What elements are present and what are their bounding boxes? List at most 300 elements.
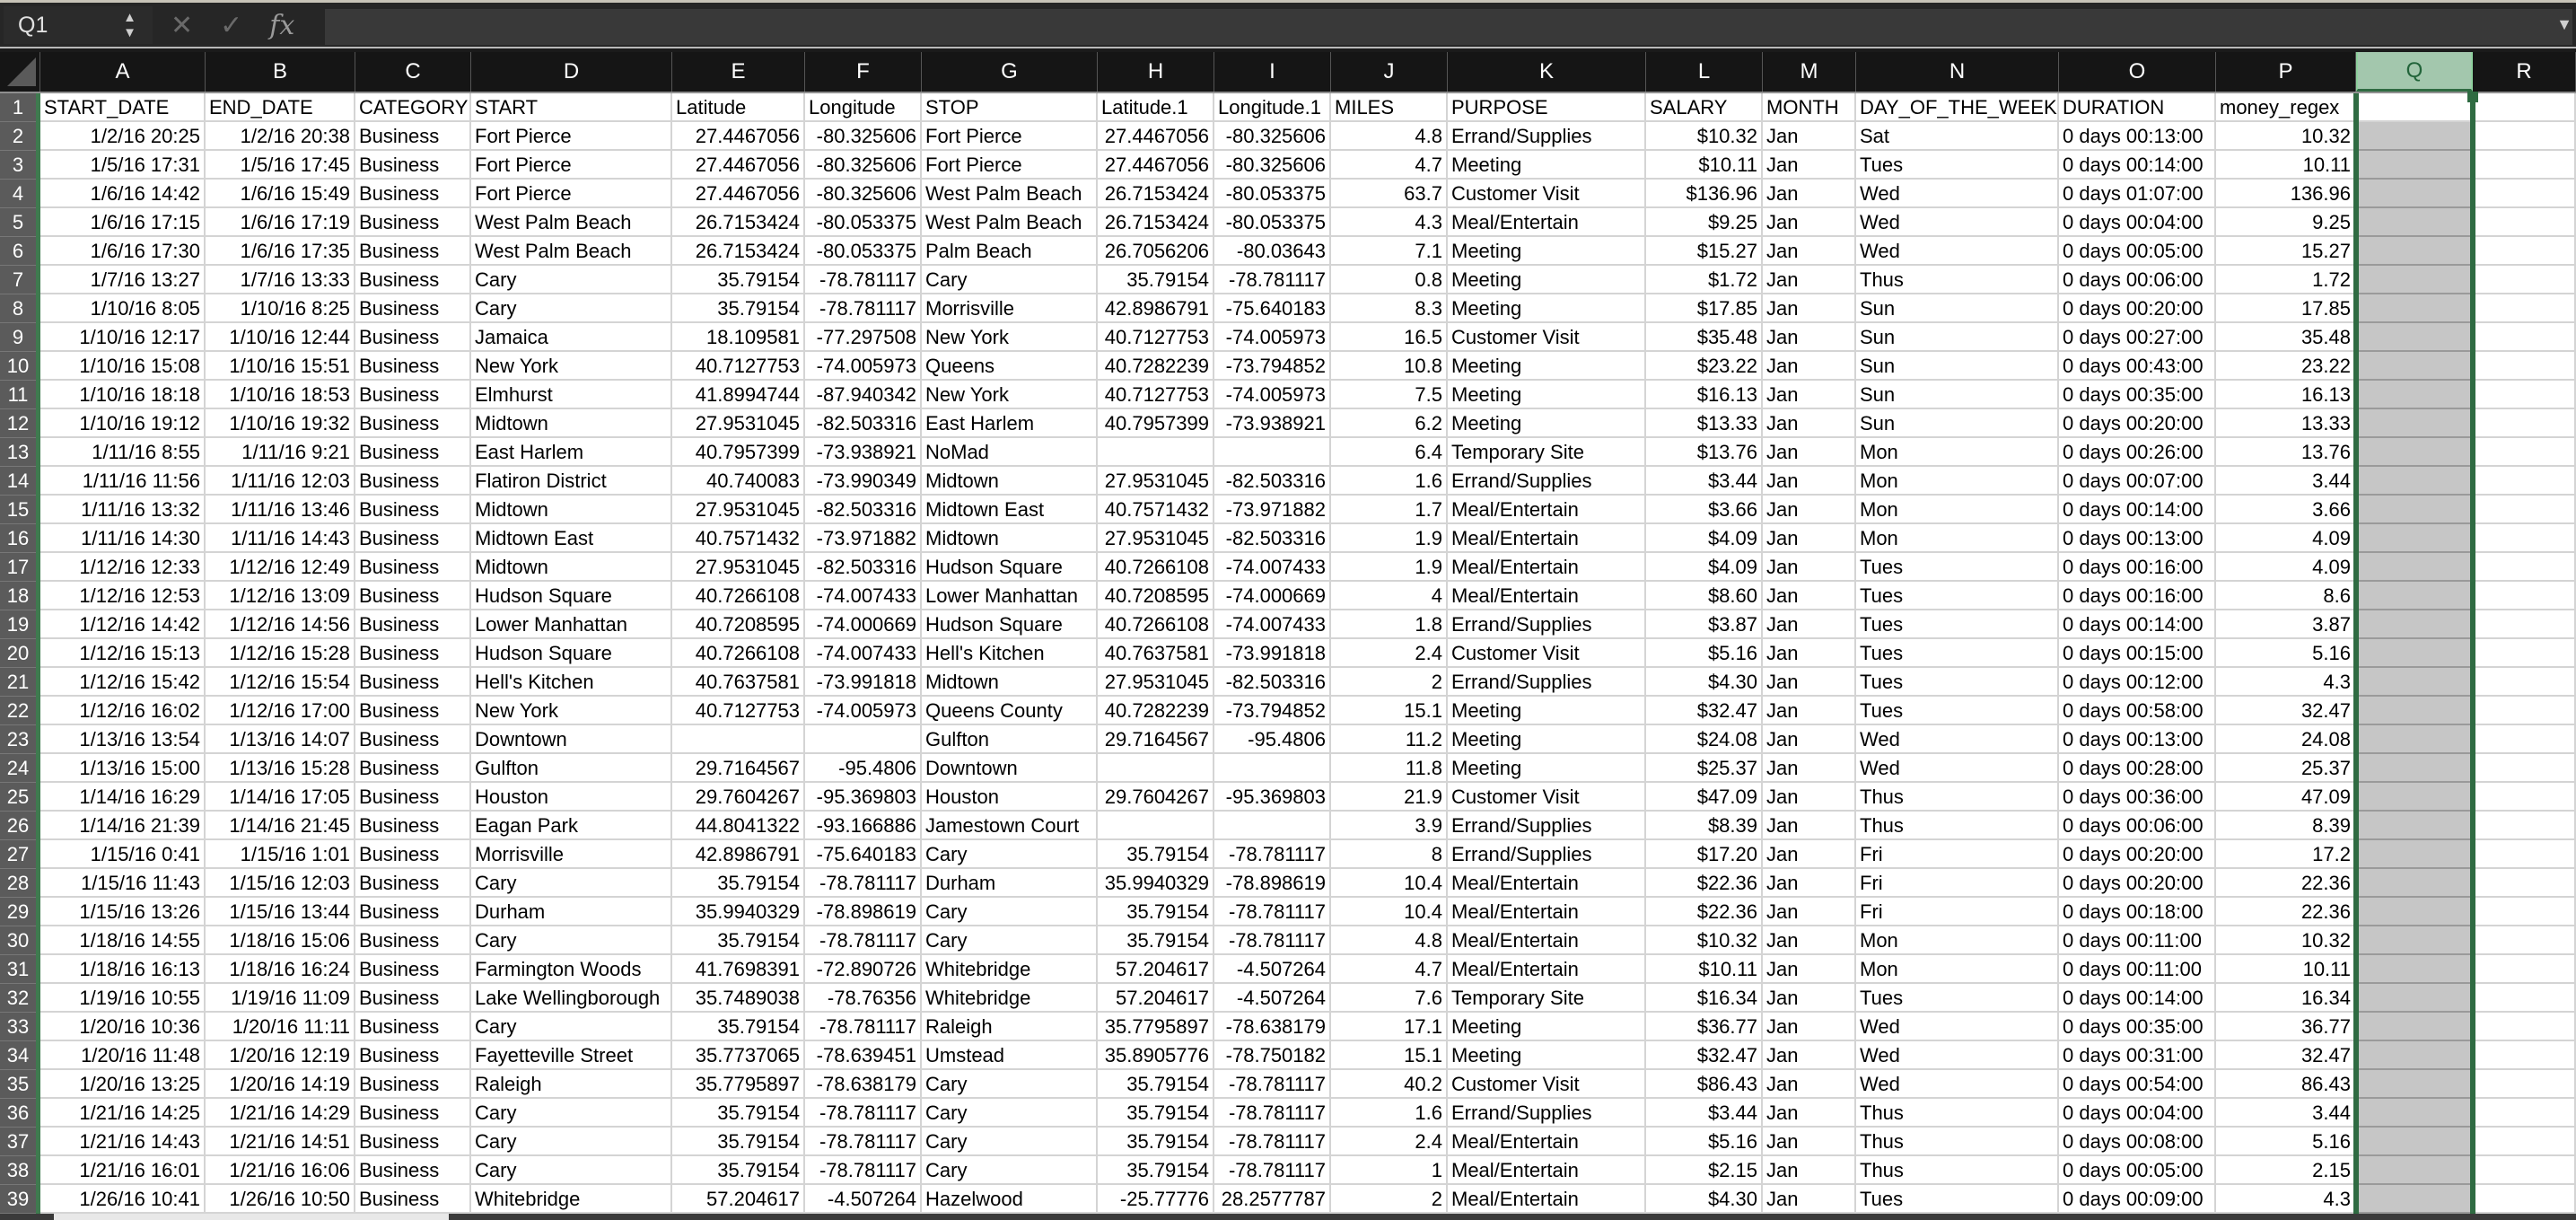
cell[interactable]: 9.25 xyxy=(2216,208,2356,237)
cell[interactable]: 35.79154 xyxy=(1098,1156,1214,1185)
cell[interactable]: 0 days 00:58:00 xyxy=(2059,697,2216,725)
cell[interactable]: Jan xyxy=(1763,783,1856,812)
cell[interactable]: Midtown East xyxy=(471,524,672,553)
cell[interactable]: 41.7698391 xyxy=(672,955,805,984)
cell[interactable]: Fort Pierce xyxy=(471,180,672,208)
cell[interactable]: Cary xyxy=(471,1099,672,1128)
cell[interactable]: 0 days 00:31:00 xyxy=(2059,1041,2216,1070)
cell[interactable]: Fayetteville Street xyxy=(471,1041,672,1070)
cell[interactable]: Fort Pierce xyxy=(471,151,672,180)
cell[interactable]: 1.9 xyxy=(1331,524,1448,553)
insert-function-icon[interactable]: fx xyxy=(269,9,295,41)
cell[interactable]: $25.37 xyxy=(1646,754,1763,783)
cell[interactable]: 40.7637581 xyxy=(672,668,805,697)
cell[interactable]: 35.79154 xyxy=(672,1156,805,1185)
cell[interactable] xyxy=(2356,524,2473,553)
cell[interactable]: Sun xyxy=(1856,323,2059,352)
cell[interactable]: 4.3 xyxy=(2216,668,2356,697)
cell[interactable] xyxy=(2356,898,2473,926)
cell[interactable]: $32.47 xyxy=(1646,1041,1763,1070)
cell[interactable]: 1/10/16 15:51 xyxy=(206,352,355,381)
cell[interactable]: Midtown xyxy=(922,467,1098,496)
cell[interactable]: Business xyxy=(355,323,471,352)
cell[interactable]: 4.7 xyxy=(1331,151,1448,180)
cell[interactable]: 1/15/16 13:44 xyxy=(206,898,355,926)
cell[interactable]: Thus xyxy=(1856,1099,2059,1128)
cell[interactable]: 1/10/16 18:18 xyxy=(40,381,206,409)
cell[interactable]: $10.11 xyxy=(1646,955,1763,984)
cell[interactable]: 1/12/16 17:00 xyxy=(206,697,355,725)
cell[interactable]: 7.1 xyxy=(1331,237,1448,266)
row-header[interactable]: 31 xyxy=(0,955,36,984)
cell[interactable]: -78.898619 xyxy=(1214,869,1331,898)
cell[interactable]: 15.1 xyxy=(1331,1041,1448,1070)
cell[interactable] xyxy=(2356,496,2473,524)
cell[interactable]: -82.503316 xyxy=(805,496,922,524)
cell[interactable]: Business xyxy=(355,1013,471,1041)
cell[interactable]: Business xyxy=(355,582,471,610)
cell[interactable]: Business xyxy=(355,1041,471,1070)
cell[interactable]: 27.4467056 xyxy=(672,122,805,151)
cell[interactable]: 27.9531045 xyxy=(672,553,805,582)
cell[interactable]: 40.7957399 xyxy=(1098,409,1214,438)
cell[interactable]: $22.36 xyxy=(1646,869,1763,898)
cell[interactable]: 1/14/16 21:39 xyxy=(40,812,206,840)
column-title-cell[interactable]: START xyxy=(471,93,672,122)
cell[interactable]: 0 days 00:04:00 xyxy=(2059,208,2216,237)
row-header[interactable]: 18 xyxy=(0,582,36,610)
cell[interactable]: $17.85 xyxy=(1646,294,1763,323)
cell[interactable] xyxy=(2473,352,2576,381)
cell[interactable]: Meal/Entertain xyxy=(1448,898,1646,926)
expand-formula-bar-icon[interactable]: ▼ xyxy=(2556,15,2572,33)
column-header-b[interactable]: B xyxy=(206,52,355,92)
cell[interactable]: 40.7208595 xyxy=(672,610,805,639)
cell[interactable]: -82.503316 xyxy=(1214,668,1331,697)
cell[interactable]: 1/10/16 19:32 xyxy=(206,409,355,438)
cell[interactable]: -74.005973 xyxy=(805,352,922,381)
cell[interactable]: 27.9531045 xyxy=(1098,524,1214,553)
cell[interactable]: 0 days 00:14:00 xyxy=(2059,496,2216,524)
cell[interactable]: 4.3 xyxy=(1331,208,1448,237)
cell[interactable]: 35.79154 xyxy=(1098,926,1214,955)
cell[interactable]: Meeting xyxy=(1448,725,1646,754)
cell[interactable] xyxy=(1214,812,1331,840)
cell[interactable]: -82.503316 xyxy=(805,553,922,582)
cell[interactable] xyxy=(2356,754,2473,783)
cell[interactable]: 35.79154 xyxy=(672,1099,805,1128)
cell[interactable]: 0 days 00:12:00 xyxy=(2059,668,2216,697)
cell[interactable]: Meeting xyxy=(1448,352,1646,381)
column-title-cell[interactable] xyxy=(2473,93,2576,122)
cell[interactable]: 0.8 xyxy=(1331,266,1448,294)
cell[interactable]: Houston xyxy=(471,783,672,812)
cell[interactable]: $5.16 xyxy=(1646,1128,1763,1156)
cell[interactable]: -87.940342 xyxy=(805,381,922,409)
cell[interactable]: Business xyxy=(355,381,471,409)
cell[interactable]: Queens xyxy=(922,352,1098,381)
cell[interactable]: Meeting xyxy=(1448,1041,1646,1070)
cell[interactable]: 8.3 xyxy=(1331,294,1448,323)
cell[interactable]: Sun xyxy=(1856,381,2059,409)
cell[interactable]: 15.27 xyxy=(2216,237,2356,266)
cell[interactable]: 17.2 xyxy=(2216,840,2356,869)
row-header[interactable]: 34 xyxy=(0,1041,36,1070)
cell[interactable]: $4.09 xyxy=(1646,524,1763,553)
cell[interactable]: Fri xyxy=(1856,840,2059,869)
cell[interactable]: 10.8 xyxy=(1331,352,1448,381)
cell[interactable] xyxy=(2356,812,2473,840)
cell[interactable]: -73.971882 xyxy=(1214,496,1331,524)
cell[interactable]: Whitebridge xyxy=(922,955,1098,984)
cell[interactable]: 1/18/16 16:24 xyxy=(206,955,355,984)
cell[interactable]: $47.09 xyxy=(1646,783,1763,812)
cell[interactable]: -78.781117 xyxy=(805,294,922,323)
cell[interactable]: $17.20 xyxy=(1646,840,1763,869)
cell[interactable]: Midtown xyxy=(471,409,672,438)
column-header-f[interactable]: F xyxy=(805,52,922,92)
cell[interactable]: Jan xyxy=(1763,467,1856,496)
cell[interactable] xyxy=(2473,610,2576,639)
cell[interactable] xyxy=(2356,582,2473,610)
cell[interactable]: 0 days 01:07:00 xyxy=(2059,180,2216,208)
cell[interactable]: 1/12/16 16:02 xyxy=(40,697,206,725)
cell[interactable]: -74.007433 xyxy=(805,582,922,610)
cell[interactable]: -73.794852 xyxy=(1214,697,1331,725)
cell[interactable]: Fort Pierce xyxy=(922,151,1098,180)
cell[interactable]: 1/5/16 17:45 xyxy=(206,151,355,180)
cell[interactable]: 0 days 00:20:00 xyxy=(2059,869,2216,898)
cell[interactable]: Errand/Supplies xyxy=(1448,467,1646,496)
cell[interactable]: -93.166886 xyxy=(805,812,922,840)
cell[interactable]: Jan xyxy=(1763,725,1856,754)
cell[interactable] xyxy=(1098,812,1214,840)
cell[interactable] xyxy=(2356,180,2473,208)
cell[interactable]: 27.9531045 xyxy=(1098,668,1214,697)
cell[interactable]: $3.44 xyxy=(1646,467,1763,496)
cell[interactable]: Business xyxy=(355,266,471,294)
cell[interactable]: Jan xyxy=(1763,151,1856,180)
cell[interactable]: -80.325606 xyxy=(1214,122,1331,151)
cell[interactable]: Midtown xyxy=(922,668,1098,697)
cell[interactable]: Cary xyxy=(922,898,1098,926)
cell[interactable]: 3.44 xyxy=(2216,1099,2356,1128)
cell[interactable]: New York xyxy=(922,323,1098,352)
cell[interactable]: Customer Visit xyxy=(1448,639,1646,668)
cell[interactable]: 11.2 xyxy=(1331,725,1448,754)
cell[interactable]: -82.503316 xyxy=(1214,467,1331,496)
cell[interactable]: 41.8994744 xyxy=(672,381,805,409)
cell[interactable]: -80.325606 xyxy=(805,122,922,151)
cell[interactable]: Jamaica xyxy=(471,323,672,352)
cell[interactable] xyxy=(2473,381,2576,409)
column-title-cell[interactable] xyxy=(2356,93,2473,122)
cell[interactable]: 1/11/16 9:21 xyxy=(206,438,355,467)
cell[interactable]: Jan xyxy=(1763,668,1856,697)
row-header[interactable]: 36 xyxy=(0,1099,36,1128)
cell[interactable]: 1/12/16 15:28 xyxy=(206,639,355,668)
row-header[interactable]: 4 xyxy=(0,180,36,208)
spin-up-icon[interactable]: ▲ xyxy=(123,10,136,25)
cell[interactable]: Business xyxy=(355,697,471,725)
cell[interactable]: 0 days 00:14:00 xyxy=(2059,151,2216,180)
cell[interactable]: 1/21/16 14:25 xyxy=(40,1099,206,1128)
cell[interactable]: $2.15 xyxy=(1646,1156,1763,1185)
cell[interactable]: -73.971882 xyxy=(805,524,922,553)
cell[interactable]: 26.7153424 xyxy=(672,237,805,266)
cell[interactable]: 40.7127753 xyxy=(672,352,805,381)
cell[interactable]: Wed xyxy=(1856,725,2059,754)
cell[interactable]: -82.503316 xyxy=(1214,524,1331,553)
column-header-g[interactable]: G xyxy=(922,52,1098,92)
cell[interactable]: Business xyxy=(355,926,471,955)
cell[interactable]: Eagan Park xyxy=(471,812,672,840)
cell[interactable]: Jamestown Court xyxy=(922,812,1098,840)
cell[interactable]: 0 days 00:11:00 xyxy=(2059,926,2216,955)
cell[interactable]: $8.39 xyxy=(1646,812,1763,840)
cell[interactable]: Durham xyxy=(471,898,672,926)
cell[interactable]: Business xyxy=(355,783,471,812)
cell[interactable]: Business xyxy=(355,122,471,151)
cell[interactable]: 2.4 xyxy=(1331,639,1448,668)
cell[interactable]: 2 xyxy=(1331,1185,1448,1214)
cell[interactable]: -78.781117 xyxy=(805,1099,922,1128)
cell[interactable]: 35.79154 xyxy=(672,926,805,955)
cell[interactable]: 27.4467056 xyxy=(672,151,805,180)
cell[interactable]: Fri xyxy=(1856,898,2059,926)
row-header[interactable]: 23 xyxy=(0,725,36,754)
cell[interactable]: $10.11 xyxy=(1646,151,1763,180)
cell[interactable]: -78.781117 xyxy=(805,1156,922,1185)
cell[interactable]: Jan xyxy=(1763,869,1856,898)
cell[interactable] xyxy=(1098,754,1214,783)
cell[interactable]: 1/18/16 15:06 xyxy=(206,926,355,955)
cell[interactable]: Business xyxy=(355,352,471,381)
cell[interactable]: 1.72 xyxy=(2216,266,2356,294)
cell[interactable]: 40.7266108 xyxy=(1098,553,1214,582)
cell[interactable]: 4.3 xyxy=(2216,1185,2356,1214)
cell[interactable]: Meeting xyxy=(1448,697,1646,725)
cell[interactable]: 8.6 xyxy=(2216,582,2356,610)
cell[interactable]: Customer Visit xyxy=(1448,783,1646,812)
cell[interactable]: -74.007433 xyxy=(1214,553,1331,582)
cell[interactable]: Tues xyxy=(1856,668,2059,697)
cell[interactable]: 16.34 xyxy=(2216,984,2356,1013)
cell[interactable]: -78.781117 xyxy=(1214,1070,1331,1099)
column-header-p[interactable]: P xyxy=(2216,52,2356,92)
cell[interactable]: Thus xyxy=(1856,1128,2059,1156)
cell[interactable]: 0 days 00:04:00 xyxy=(2059,1099,2216,1128)
cell[interactable]: 1/20/16 14:19 xyxy=(206,1070,355,1099)
cell[interactable]: 5.16 xyxy=(2216,1128,2356,1156)
cell[interactable]: 1/12/16 12:53 xyxy=(40,582,206,610)
cell[interactable]: $4.09 xyxy=(1646,553,1763,582)
cell[interactable] xyxy=(2473,151,2576,180)
cell[interactable]: 0 days 00:13:00 xyxy=(2059,725,2216,754)
cell[interactable]: Jan xyxy=(1763,122,1856,151)
cell[interactable]: -78.781117 xyxy=(1214,1099,1331,1128)
row-header[interactable]: 7 xyxy=(0,266,36,294)
cell[interactable]: 35.9940329 xyxy=(1098,869,1214,898)
cell[interactable]: Tues xyxy=(1856,151,2059,180)
cell[interactable] xyxy=(2356,725,2473,754)
cell[interactable]: 0 days 00:16:00 xyxy=(2059,582,2216,610)
column-title-cell[interactable]: Longitude.1 xyxy=(1214,93,1331,122)
cell[interactable] xyxy=(2473,553,2576,582)
cell[interactable]: Jan xyxy=(1763,409,1856,438)
cell[interactable]: Mon xyxy=(1856,496,2059,524)
cell[interactable]: Tues xyxy=(1856,639,2059,668)
cell[interactable]: -78.781117 xyxy=(1214,840,1331,869)
cell[interactable]: Mon xyxy=(1856,524,2059,553)
cell[interactable]: Cary xyxy=(471,926,672,955)
cell[interactable]: Wed xyxy=(1856,180,2059,208)
row-header[interactable]: 6 xyxy=(0,237,36,266)
cell[interactable] xyxy=(2356,1041,2473,1070)
cell[interactable] xyxy=(2356,955,2473,984)
cell[interactable]: Jan xyxy=(1763,1128,1856,1156)
cell[interactable]: Business xyxy=(355,1099,471,1128)
cell[interactable]: 1/18/16 16:13 xyxy=(40,955,206,984)
cell[interactable]: 24.08 xyxy=(2216,725,2356,754)
cell[interactable] xyxy=(2356,610,2473,639)
cell[interactable]: $22.36 xyxy=(1646,898,1763,926)
cell[interactable]: -4.507264 xyxy=(805,1185,922,1214)
cell[interactable]: $24.08 xyxy=(1646,725,1763,754)
cell[interactable]: Cary xyxy=(471,266,672,294)
cell[interactable]: Jan xyxy=(1763,926,1856,955)
cell[interactable] xyxy=(2473,754,2576,783)
cell[interactable]: Business xyxy=(355,237,471,266)
cell[interactable]: Umstead xyxy=(922,1041,1098,1070)
cell[interactable] xyxy=(2356,237,2473,266)
cell[interactable]: 29.7604267 xyxy=(672,783,805,812)
cell[interactable] xyxy=(2473,1099,2576,1128)
cell[interactable]: 35.79154 xyxy=(1098,1070,1214,1099)
cell[interactable]: 1/15/16 11:43 xyxy=(40,869,206,898)
cell[interactable]: 1.6 xyxy=(1331,467,1448,496)
cell[interactable]: 1/13/16 14:07 xyxy=(206,725,355,754)
cell[interactable]: 1/20/16 13:25 xyxy=(40,1070,206,1099)
cell[interactable] xyxy=(2356,352,2473,381)
cell[interactable]: Meal/Entertain xyxy=(1448,524,1646,553)
cell[interactable]: $3.44 xyxy=(1646,1099,1763,1128)
row-header[interactable]: 2 xyxy=(0,122,36,151)
row-header[interactable]: 37 xyxy=(0,1128,36,1156)
cell[interactable]: Cary xyxy=(922,1128,1098,1156)
cell[interactable] xyxy=(2473,1041,2576,1070)
cell[interactable] xyxy=(2473,524,2576,553)
cell[interactable] xyxy=(2473,1128,2576,1156)
cell[interactable]: Tues xyxy=(1856,553,2059,582)
cell[interactable]: Business xyxy=(355,668,471,697)
cell[interactable]: -95.4806 xyxy=(1214,725,1331,754)
cell[interactable]: 22.36 xyxy=(2216,869,2356,898)
cell[interactable]: 22.36 xyxy=(2216,898,2356,926)
cell[interactable]: 1/21/16 14:29 xyxy=(206,1099,355,1128)
cell[interactable] xyxy=(2473,438,2576,467)
cell[interactable]: 44.8041322 xyxy=(672,812,805,840)
cell[interactable]: West Palm Beach xyxy=(922,208,1098,237)
row-header[interactable]: 8 xyxy=(0,294,36,323)
cell[interactable]: Jan xyxy=(1763,812,1856,840)
cell[interactable]: $4.30 xyxy=(1646,1185,1763,1214)
cell[interactable]: 29.7164567 xyxy=(1098,725,1214,754)
cell[interactable]: Business xyxy=(355,1156,471,1185)
cell[interactable]: Cary xyxy=(922,1099,1098,1128)
cell[interactable]: -75.640183 xyxy=(1214,294,1331,323)
cell[interactable]: Cary xyxy=(922,266,1098,294)
cell[interactable]: 1/20/16 11:48 xyxy=(40,1041,206,1070)
column-header-m[interactable]: M xyxy=(1763,52,1856,92)
column-header-l[interactable]: L xyxy=(1646,52,1763,92)
cell[interactable] xyxy=(2473,180,2576,208)
cell[interactable]: $9.25 xyxy=(1646,208,1763,237)
cell[interactable]: 6.4 xyxy=(1331,438,1448,467)
cell[interactable]: Mon xyxy=(1856,438,2059,467)
cell[interactable]: -78.781117 xyxy=(805,266,922,294)
cell[interactable]: Cary xyxy=(922,1070,1098,1099)
cell[interactable]: Meeting xyxy=(1448,294,1646,323)
cell[interactable]: 23.22 xyxy=(2216,352,2356,381)
cell[interactable]: 27.9531045 xyxy=(1098,467,1214,496)
name-box-spinner[interactable] xyxy=(123,10,136,40)
cell[interactable] xyxy=(2473,984,2576,1013)
column-title-cell[interactable]: SALARY xyxy=(1646,93,1763,122)
cell[interactable]: 57.204617 xyxy=(1098,984,1214,1013)
cell[interactable]: Meal/Entertain xyxy=(1448,955,1646,984)
cell[interactable]: -95.369803 xyxy=(1214,783,1331,812)
cell[interactable]: 35.79154 xyxy=(672,869,805,898)
row-header[interactable]: 19 xyxy=(0,610,36,639)
cell[interactable]: 1.7 xyxy=(1331,496,1448,524)
cell[interactable]: 1/10/16 12:17 xyxy=(40,323,206,352)
cell[interactable]: 10.4 xyxy=(1331,869,1448,898)
cell[interactable]: 2.15 xyxy=(2216,1156,2356,1185)
row-header[interactable]: 30 xyxy=(0,926,36,955)
cell[interactable]: 35.9940329 xyxy=(672,898,805,926)
cell[interactable]: 1/10/16 18:53 xyxy=(206,381,355,409)
cell[interactable]: Sun xyxy=(1856,352,2059,381)
cell[interactable]: 4.09 xyxy=(2216,553,2356,582)
cell[interactable] xyxy=(2473,639,2576,668)
cell[interactable] xyxy=(1098,438,1214,467)
cell[interactable] xyxy=(2473,496,2576,524)
cell[interactable]: 1/10/16 15:08 xyxy=(40,352,206,381)
cell[interactable]: 1/12/16 12:33 xyxy=(40,553,206,582)
cell[interactable]: Raleigh xyxy=(922,1013,1098,1041)
cell[interactable]: $36.77 xyxy=(1646,1013,1763,1041)
cell[interactable]: Raleigh xyxy=(471,1070,672,1099)
cell[interactable]: 1/21/16 16:06 xyxy=(206,1156,355,1185)
cell[interactable]: Houston xyxy=(922,783,1098,812)
cell[interactable]: 1/15/16 13:26 xyxy=(40,898,206,926)
cell[interactable]: Hazelwood xyxy=(922,1185,1098,1214)
row-header[interactable]: 39 xyxy=(0,1185,36,1214)
cell[interactable]: 1/6/16 14:42 xyxy=(40,180,206,208)
cell[interactable]: 57.204617 xyxy=(672,1185,805,1214)
column-title-cell[interactable]: END_DATE xyxy=(206,93,355,122)
cell[interactable]: 42.8986791 xyxy=(672,840,805,869)
cell[interactable]: 1/10/16 8:05 xyxy=(40,294,206,323)
cell[interactable]: Downtown xyxy=(471,725,672,754)
cell[interactable]: Midtown East xyxy=(922,496,1098,524)
cell[interactable]: Morrisville xyxy=(471,840,672,869)
cell[interactable]: Business xyxy=(355,754,471,783)
row-header[interactable]: 1 xyxy=(0,93,36,122)
cell[interactable]: 7.6 xyxy=(1331,984,1448,1013)
cell[interactable] xyxy=(2356,467,2473,496)
